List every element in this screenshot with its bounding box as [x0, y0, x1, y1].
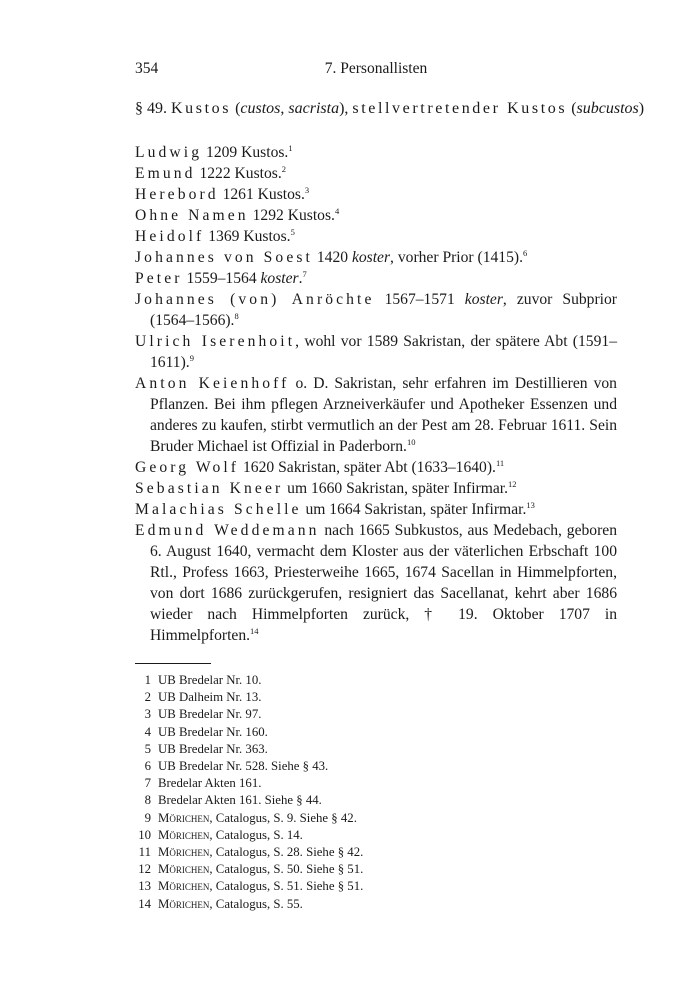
- footnote-author: Mörichen: [158, 879, 210, 894]
- footnote-text: , Catalogus, S. 9. Siehe § 42.: [209, 810, 357, 825]
- footnote-number: 3: [144, 707, 151, 722]
- footnote-number: 5: [144, 741, 151, 756]
- entry-text: , zuvor Subprior (1564–1566).: [150, 291, 617, 329]
- footnote-number: 10: [138, 827, 151, 842]
- entry-peter: [135, 268, 617, 289]
- entry-text: 1222 Kustos.: [195, 165, 282, 182]
- paren: ),: [339, 100, 353, 117]
- entry-list: [135, 142, 617, 646]
- footnote-text: , Catalogus, S. 50. Siehe § 51.: [209, 862, 364, 877]
- entry-text: 1559–1564: [182, 270, 261, 287]
- footnote-number: 11: [138, 845, 151, 860]
- footnote: [135, 878, 617, 895]
- entry-ludwig: [135, 142, 617, 163]
- footnote-text: , Catalogus, S. 51. Siehe § 51.: [209, 879, 364, 894]
- entry-text: 1567–1571: [374, 291, 465, 308]
- footnote-ref[interactable]: 4: [334, 206, 340, 216]
- footnote-text: UB Bredelar Nr. 363.: [158, 741, 268, 756]
- paren: (: [567, 100, 577, 117]
- footnote-ref[interactable]: 14: [250, 626, 259, 636]
- entry-johannes-von-soest: [135, 247, 617, 268]
- person-name: Ohne Namen: [135, 207, 249, 224]
- footnote-text: UB Dalheim Nr. 13.: [158, 690, 262, 705]
- person-name: Heidolf: [135, 228, 205, 245]
- separator: ,: [280, 100, 289, 117]
- footnote-number: 13: [138, 879, 151, 894]
- entry-sebastian-kneer: [135, 478, 617, 499]
- footnote-number: 9: [144, 810, 151, 825]
- entry-text: 1261 Kustos.: [218, 186, 305, 203]
- entry-johannes-anroechte: [135, 289, 617, 331]
- entry-term: koster: [464, 291, 503, 308]
- footnote-number: 1: [144, 673, 151, 687]
- entry-term: koster: [351, 249, 391, 266]
- footnote-ref[interactable]: 10: [406, 437, 416, 447]
- entry-text: .: [298, 270, 303, 287]
- person-name: Emund: [135, 165, 196, 182]
- entry-text: o. D. Sakristan, sehr erfahren im Destillieren von Pflanzen. Bei ihm pflegen Arzneiverkäufer und Apotheker Essenzen und anderes zu kaufen, stirbt vermutlich an der Pest am 28. Februar 1611. Sein Bruder Michael ist Offizial in Paderborn.: [150, 375, 617, 455]
- footnote-author: Mörichen: [158, 810, 210, 825]
- footnote-number: 12: [138, 862, 151, 877]
- entry-ohne-namen: [135, 205, 617, 226]
- footnote: [135, 724, 617, 741]
- person-name: Ulrich Iserenhoit: [135, 333, 296, 350]
- footnote: [135, 775, 617, 792]
- entry-heidolf: [135, 226, 617, 247]
- person-name: Edmund Weddemann: [135, 522, 320, 539]
- entry-text: nach 1665 Subkustos, aus Medebach, geboren 6. August 1640, vermacht dem Kloster aus der väterlichen Erbschaft 100 Rtl., Profess 1663, Priesterweihe 1665, 1674 Sacellan in Himmelpforten, von dort 1686 zurückgerufen, resigniert das Sacellanat, kehrt aber 1686 wieder nach Himmelpforten zurück, † 19. Oktober 1707 in Himmelpforten.: [150, 522, 618, 644]
- footnote-text: Bredelar Akten 161. Siehe § 44.: [158, 793, 322, 808]
- footnote-text: UB Bredelar Nr. 10.: [158, 673, 262, 687]
- section-heading: [135, 98, 645, 120]
- footnote-list: [135, 672, 617, 913]
- footnote-ref[interactable]: 6: [523, 248, 528, 258]
- footnote-ref[interactable]: 13: [526, 500, 535, 510]
- footnote: [135, 861, 617, 878]
- footnote-text: UB Bredelar Nr. 160.: [158, 724, 268, 739]
- footnote-ref[interactable]: 9: [189, 353, 194, 363]
- footnote-author: Mörichen: [158, 862, 210, 877]
- footnote-ref[interactable]: 3: [304, 185, 310, 195]
- entry-term: koster: [260, 270, 299, 287]
- section-number: § 49.: [135, 100, 167, 117]
- person-name: Johannes von Soest: [135, 249, 313, 266]
- footnote-text: UB Bredelar Nr. 528. Siehe § 43.: [158, 759, 329, 774]
- footnote: [135, 672, 617, 689]
- running-title: 7. Personallisten: [324, 60, 428, 77]
- entry-ulrich-iserenhoit: [135, 331, 617, 373]
- footnote-author: Mörichen: [158, 827, 210, 842]
- footnote-text: , Catalogus, S. 55.: [209, 896, 303, 911]
- footnote: [135, 741, 617, 758]
- page-number: 354: [135, 60, 159, 77]
- person-name: Herebord: [135, 186, 219, 203]
- footnote-divider: [135, 663, 211, 664]
- entry-text: um 1660 Sakristan, später Infirmar.: [283, 480, 509, 497]
- footnote: [135, 827, 617, 844]
- footnote: [135, 844, 617, 861]
- section-title-kustos: Kustos: [171, 100, 232, 117]
- footnote-text: UB Bredelar Nr. 97.: [158, 707, 262, 722]
- person-name: Malachias Schelle: [135, 501, 302, 518]
- person-name: Sebastian Kneer: [135, 480, 284, 497]
- person-name: Johannes (von) Anröchte: [135, 291, 375, 308]
- footnote-ref[interactable]: 7: [302, 269, 307, 279]
- entry-text: 1292 Kustos.: [248, 207, 335, 224]
- term-custos: custos: [240, 100, 281, 117]
- footnote-ref[interactable]: 11: [495, 458, 505, 468]
- footnote-text: , Catalogus, S. 14.: [209, 827, 303, 842]
- person-name: Georg Wolf: [135, 459, 240, 476]
- page-header: [135, 60, 617, 84]
- entry-text: , wohl vor 1589 Sakristan, der spätere Abt (1591–1611).: [150, 333, 617, 371]
- footnote: [135, 706, 617, 723]
- term-sacrista: sacrista: [288, 100, 340, 117]
- footnote-number: 2: [144, 690, 151, 705]
- footnote: [135, 689, 617, 706]
- footnote-ref[interactable]: 2: [281, 164, 287, 174]
- term-subcustos: subcustos: [576, 100, 639, 117]
- entry-text: 1620 Sakristan, später Abt (1633–1640).: [239, 459, 496, 476]
- person-name: Peter: [135, 270, 183, 287]
- footnote-text: Bredelar Akten 161.: [158, 776, 262, 791]
- footnote-ref[interactable]: 8: [234, 311, 239, 321]
- entry-text: , vorher Prior (1415).: [390, 249, 523, 266]
- footnote-number: 8: [144, 793, 151, 808]
- footnote: [135, 758, 617, 775]
- page: [135, 60, 645, 913]
- paren: ): [638, 100, 645, 117]
- entry-anton-keienhoff: [135, 373, 617, 457]
- entry-text: um 1664 Sakristan, später Infirmar.: [301, 501, 527, 518]
- footnote-ref[interactable]: 5: [290, 227, 295, 237]
- footnote: [135, 896, 617, 913]
- section-title-subkustos: stellvertretender Kustos: [352, 100, 568, 117]
- footnote: [135, 810, 617, 827]
- footnote-number: 7: [144, 776, 151, 791]
- entry-text: 1420: [312, 249, 352, 266]
- footnote-ref[interactable]: 1: [288, 143, 293, 153]
- entry-edmund-weddemann: [135, 520, 617, 646]
- footnote-number: 14: [138, 896, 151, 911]
- entry-malachias-schelle: [135, 499, 617, 520]
- entry-emund: [135, 163, 617, 184]
- entry-georg-wolf: [135, 457, 617, 478]
- footnote-author: Mörichen: [158, 896, 210, 911]
- entry-herebord: [135, 184, 617, 205]
- footnote-number: 6: [144, 759, 151, 774]
- footnote-text: , Catalogus, S. 28. Siehe § 42.: [209, 845, 364, 860]
- footnote: [135, 792, 617, 809]
- footnote-number: 4: [144, 724, 151, 739]
- entry-text: 1369 Kustos.: [204, 228, 291, 245]
- person-name: Ludwig: [135, 144, 203, 161]
- entry-text: 1209 Kustos.: [202, 144, 289, 161]
- paren: (: [231, 100, 241, 117]
- person-name: Anton Keienhoff: [135, 375, 290, 392]
- footnote-ref[interactable]: 12: [508, 479, 517, 489]
- footnote-author: Mörichen: [158, 845, 210, 860]
